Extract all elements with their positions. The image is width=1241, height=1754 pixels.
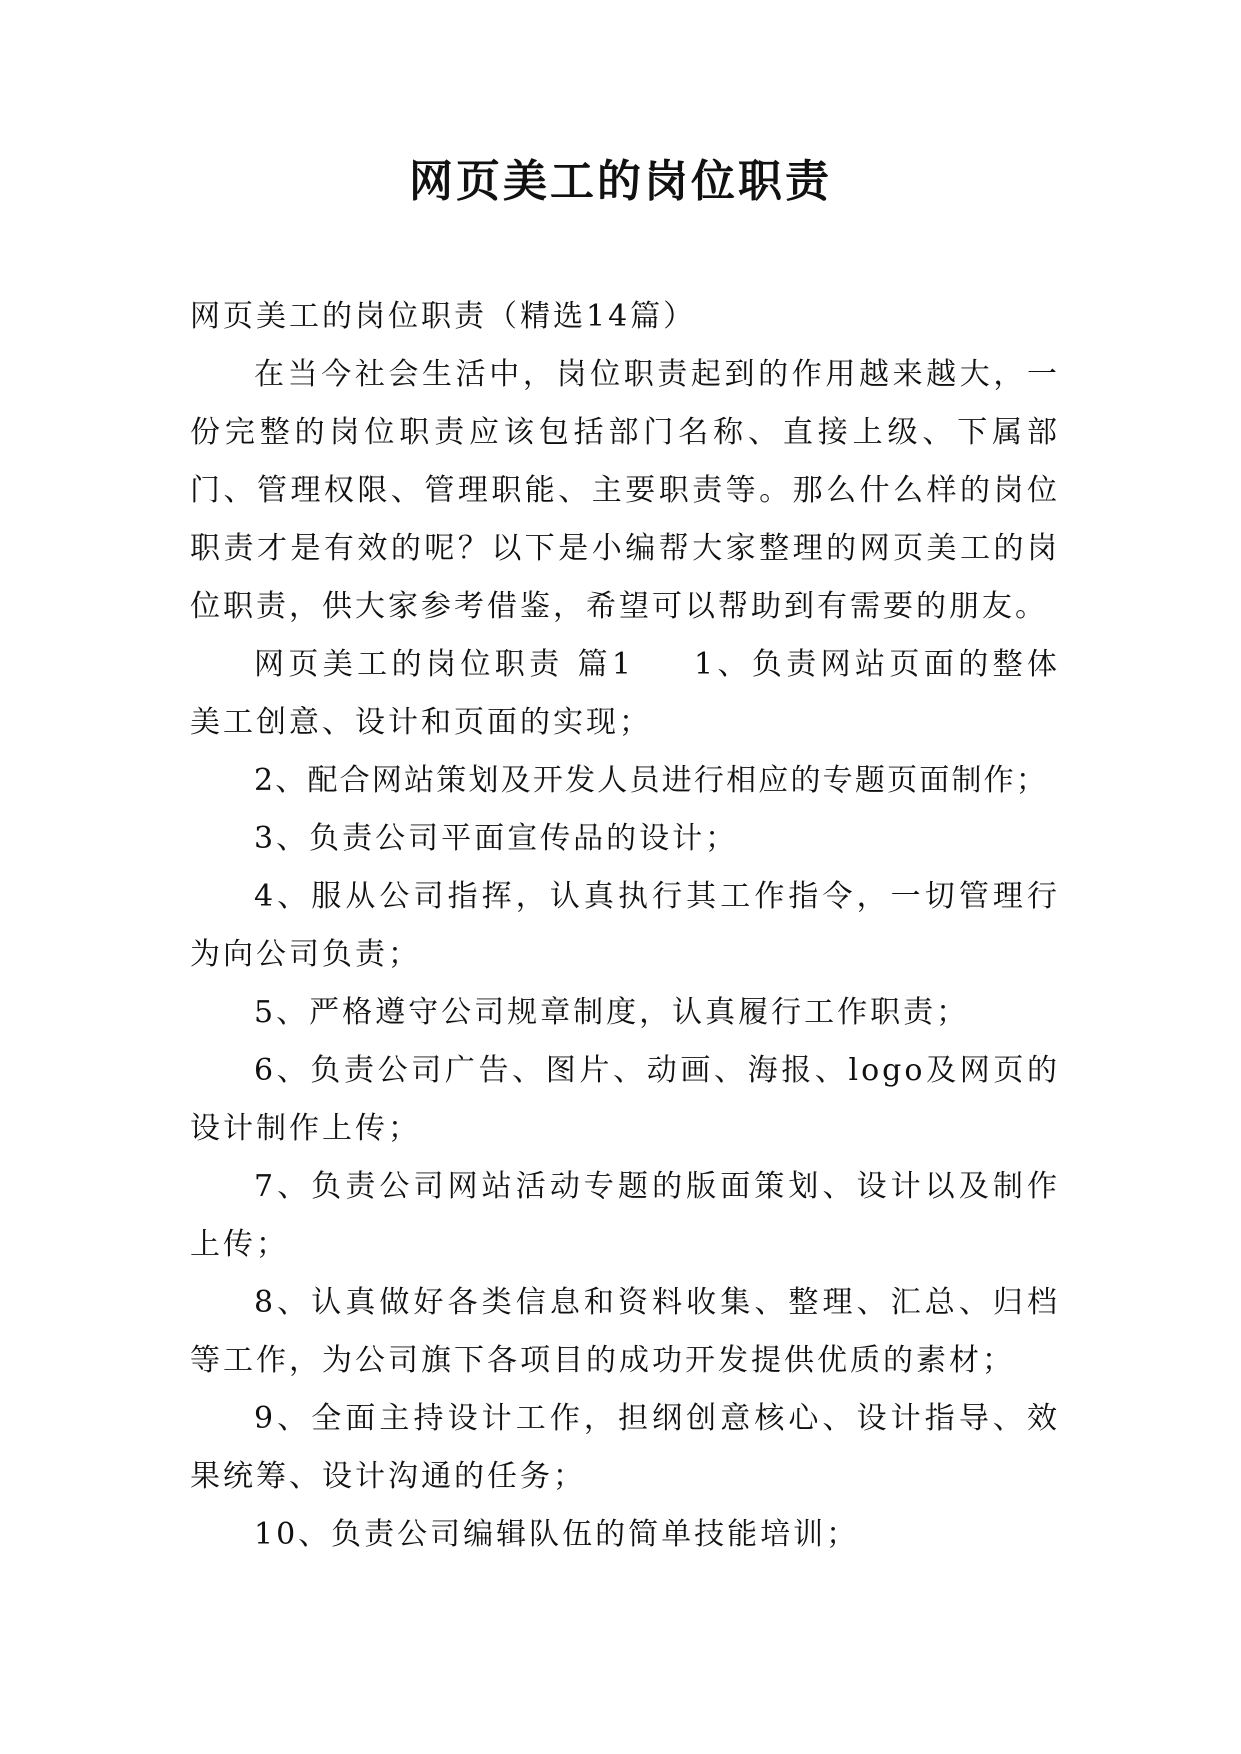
duty-item-1: 1、负责网站页面的整体美工创意、设计和页面的实现；	[190, 647, 1060, 740]
duty-item-2: 2、配合网站策划及开发人员进行相应的专题页面制作；	[254, 763, 1049, 798]
duty-item-9: 9、全面主持设计工作，担纲创意核心、设计指导、效果统筹、设计沟通的任务；	[190, 1401, 1060, 1494]
document-body	[190, 288, 1060, 1564]
duty-item-10: 10、负责公司编辑队伍的简单技能培训；	[254, 1517, 860, 1552]
document-subtitle: 网页美工的岗位职责（精选14篇）	[190, 299, 697, 334]
duty-item-6: 6、负责公司广告、图片、动画、海报、logo及网页的设计制作上传；	[190, 1053, 1060, 1146]
duty-item-7: 7、负责公司网站活动专题的版面策划、设计以及制作上传；	[190, 1169, 1060, 1262]
intro-paragraph: 在当今社会生活中，岗位职责起到的作用越来越大，一份完整的岗位职责应该包括部门名称、直接上级、下属部门、管理权限、管理职能、主要职责等。那么什么样的岗位职责才是有效的呢？以下是小编帮大家整理的网页美工的岗位职责，供大家参考借鉴，希望可以帮助到有需要的朋友。	[190, 357, 1060, 624]
document-title: 网页美工的岗位职责	[409, 156, 832, 207]
section-heading: 网页美工的岗位职责 篇1	[254, 647, 634, 682]
duty-item-5: 5、严格遵守公司规章制度，认真履行工作职责；	[254, 995, 970, 1030]
duty-item-3: 3、负责公司平面宣传品的设计；	[254, 821, 739, 856]
duty-item-8: 8、认真做好各类信息和资料收集、整理、汇总、归档等工作，为公司旗下各项目的成功开发提供优质的素材；	[190, 1285, 1060, 1378]
section-first-paragraph	[190, 636, 1060, 752]
duty-item-4: 4、服从公司指挥，认真执行其工作指令，一切管理行为向公司负责；	[190, 879, 1060, 972]
